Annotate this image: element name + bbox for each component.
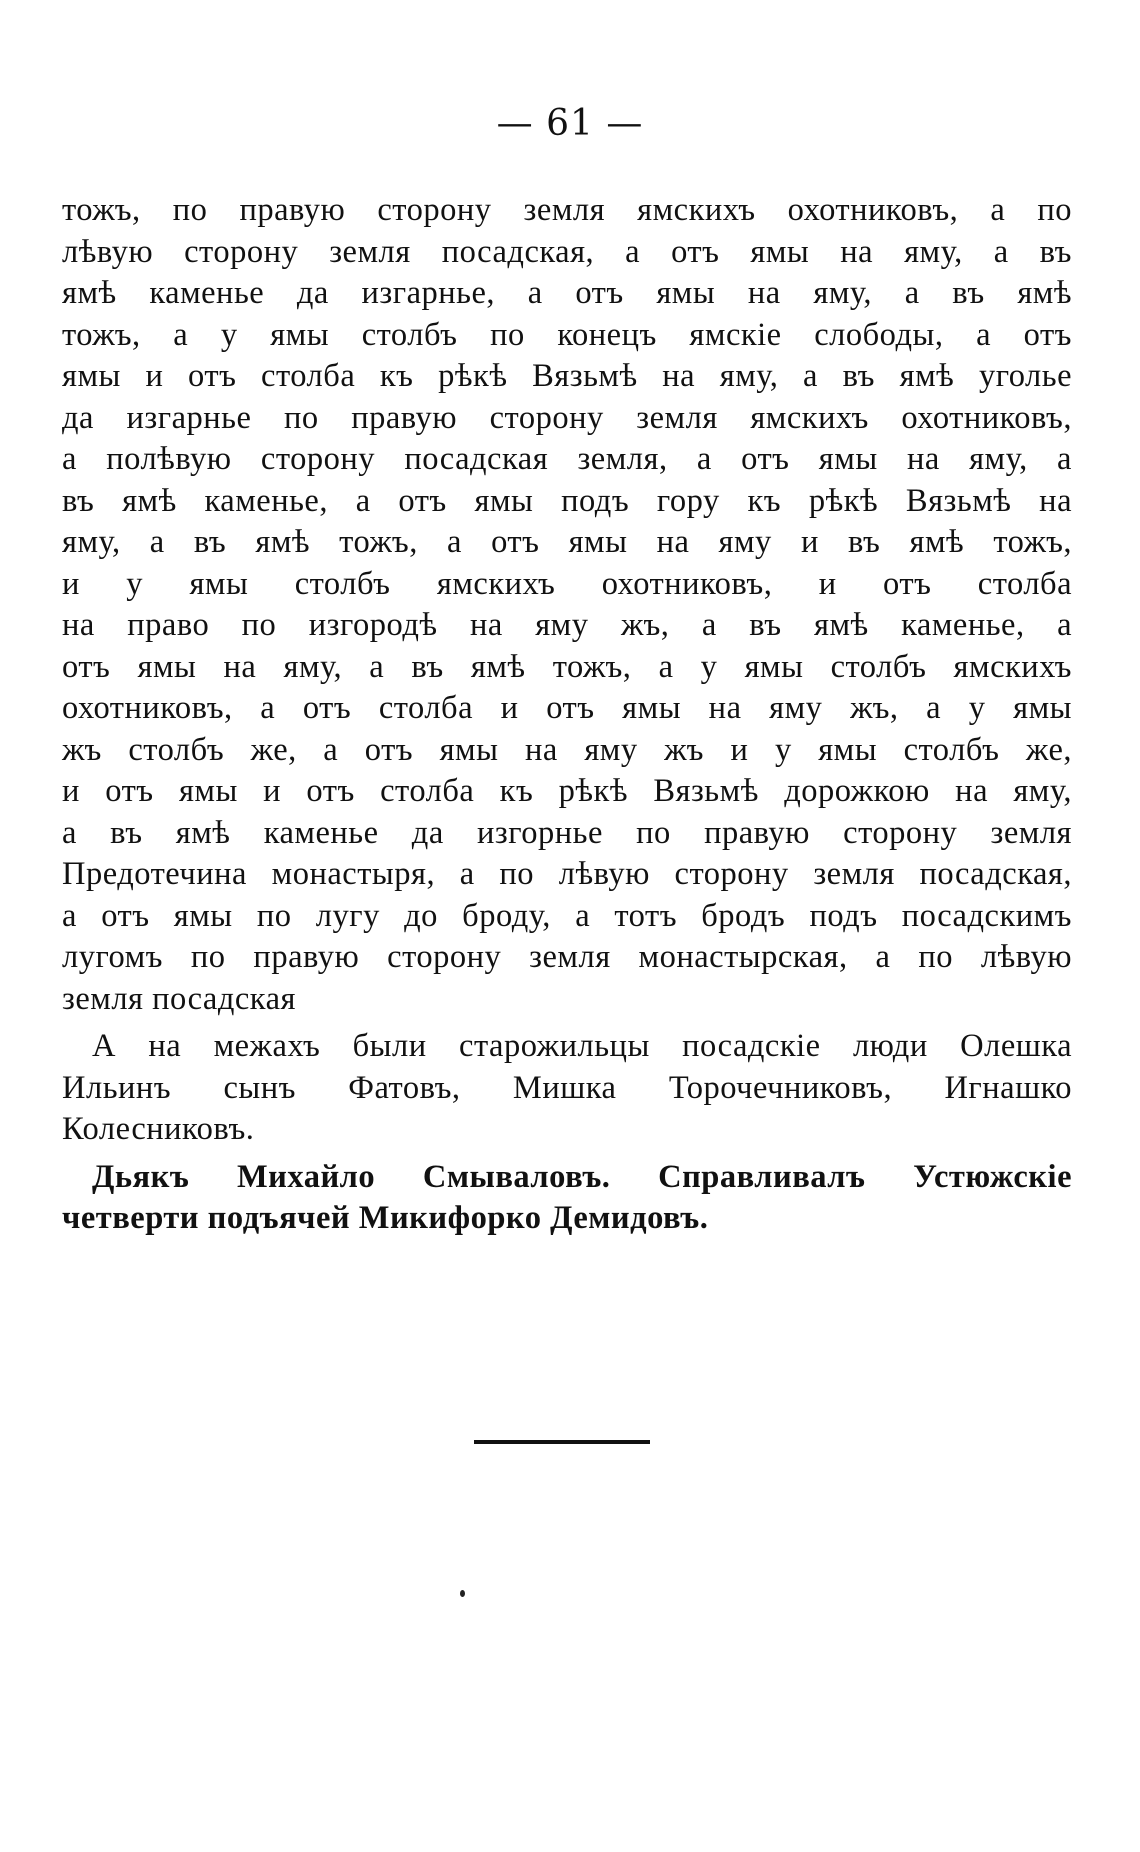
text-line: лугомъ по правую сторону земля монастырская, а по лѣвую: [62, 939, 1072, 975]
text-line: и отъ ямы и отъ столба къ рѣкѣ Вязьмѣ дорожкою на яму,: [62, 773, 1072, 809]
text-line: на право по изгородѣ на яму жъ, а въ ямѣ каменье, а: [62, 607, 1072, 643]
body-text: [62, 190, 1072, 1240]
text-line: охотниковъ, а отъ столба и отъ ямы на яму жъ, а у ямы: [62, 690, 1072, 726]
text-line: а полѣвую сторону посадская земля, а отъ ямы на яму, а: [62, 441, 1072, 477]
page-number: — 61 —: [496, 103, 644, 144]
signature-paragraph: [62, 1157, 1072, 1240]
text-line: Дьякъ Михайло Смываловъ. Справливалъ Устюжскіе: [92, 1158, 1072, 1195]
text-line: а въ ямѣ каменье да изгорнье по правую сторону земля: [62, 814, 1072, 851]
text-line: да изгарнье по правую сторону земля ямскихъ охотниковъ,: [62, 399, 1072, 436]
text-line: Колесниковъ.: [62, 1111, 255, 1147]
text-line: четверти подъячей Микифорко Демидовъ.: [62, 1200, 709, 1236]
text-line: ямѣ каменье да изгарнье, а отъ ямы на яму, а въ ямѣ: [62, 275, 1072, 311]
text-line: земля посадская: [62, 980, 296, 1017]
text-line: Предотечина монастыря, а по лѣвую сторону земля посадская,: [62, 856, 1072, 892]
text-line: Ильинъ сынъ Фатовъ, Мишка Торочечниковъ, Игнашко: [62, 1069, 1072, 1106]
text-line: отъ ямы на яму, а въ ямѣ тожъ, а у ямы столбъ ямскихъ: [62, 648, 1072, 685]
text-line: тожъ, по правую сторону земля ямскихъ охотниковъ, а по: [62, 192, 1072, 228]
witnesses-paragraph: [62, 1026, 1072, 1151]
text-line: лѣвую сторону земля посадская, а отъ ямы на яму, а въ: [62, 233, 1072, 270]
text-line: яму, а въ ямѣ тожъ, а отъ ямы на яму и въ ямѣ тожъ,: [62, 524, 1072, 560]
section-divider-rule: [474, 1440, 650, 1444]
text-line: въ ямѣ каменье, а отъ ямы подъ гору къ рѣкѣ Вязьмѣ на: [62, 482, 1072, 519]
main-paragraph: [62, 190, 1072, 1020]
text-line: ямы и отъ столба къ рѣкѣ Вязьмѣ на яму, а въ ямѣ уголье: [62, 358, 1072, 394]
text-line: и у ямы столбъ ямскихъ охотниковъ, и отъ столба: [62, 565, 1072, 602]
ink-speck: [460, 1590, 465, 1597]
text-line: жъ столбъ же, а отъ ямы на яму жъ и у ямы столбъ же,: [62, 731, 1072, 768]
text-line: а отъ ямы по лугу до броду, а тотъ бродъ подъ посадскимъ: [62, 897, 1072, 934]
text-line: тожъ, а у ямы столбъ по конецъ ямскіе слободы, а отъ: [62, 316, 1072, 353]
text-line: А на межахъ были старожильцы посадскіе люди Олешка: [92, 1028, 1072, 1064]
